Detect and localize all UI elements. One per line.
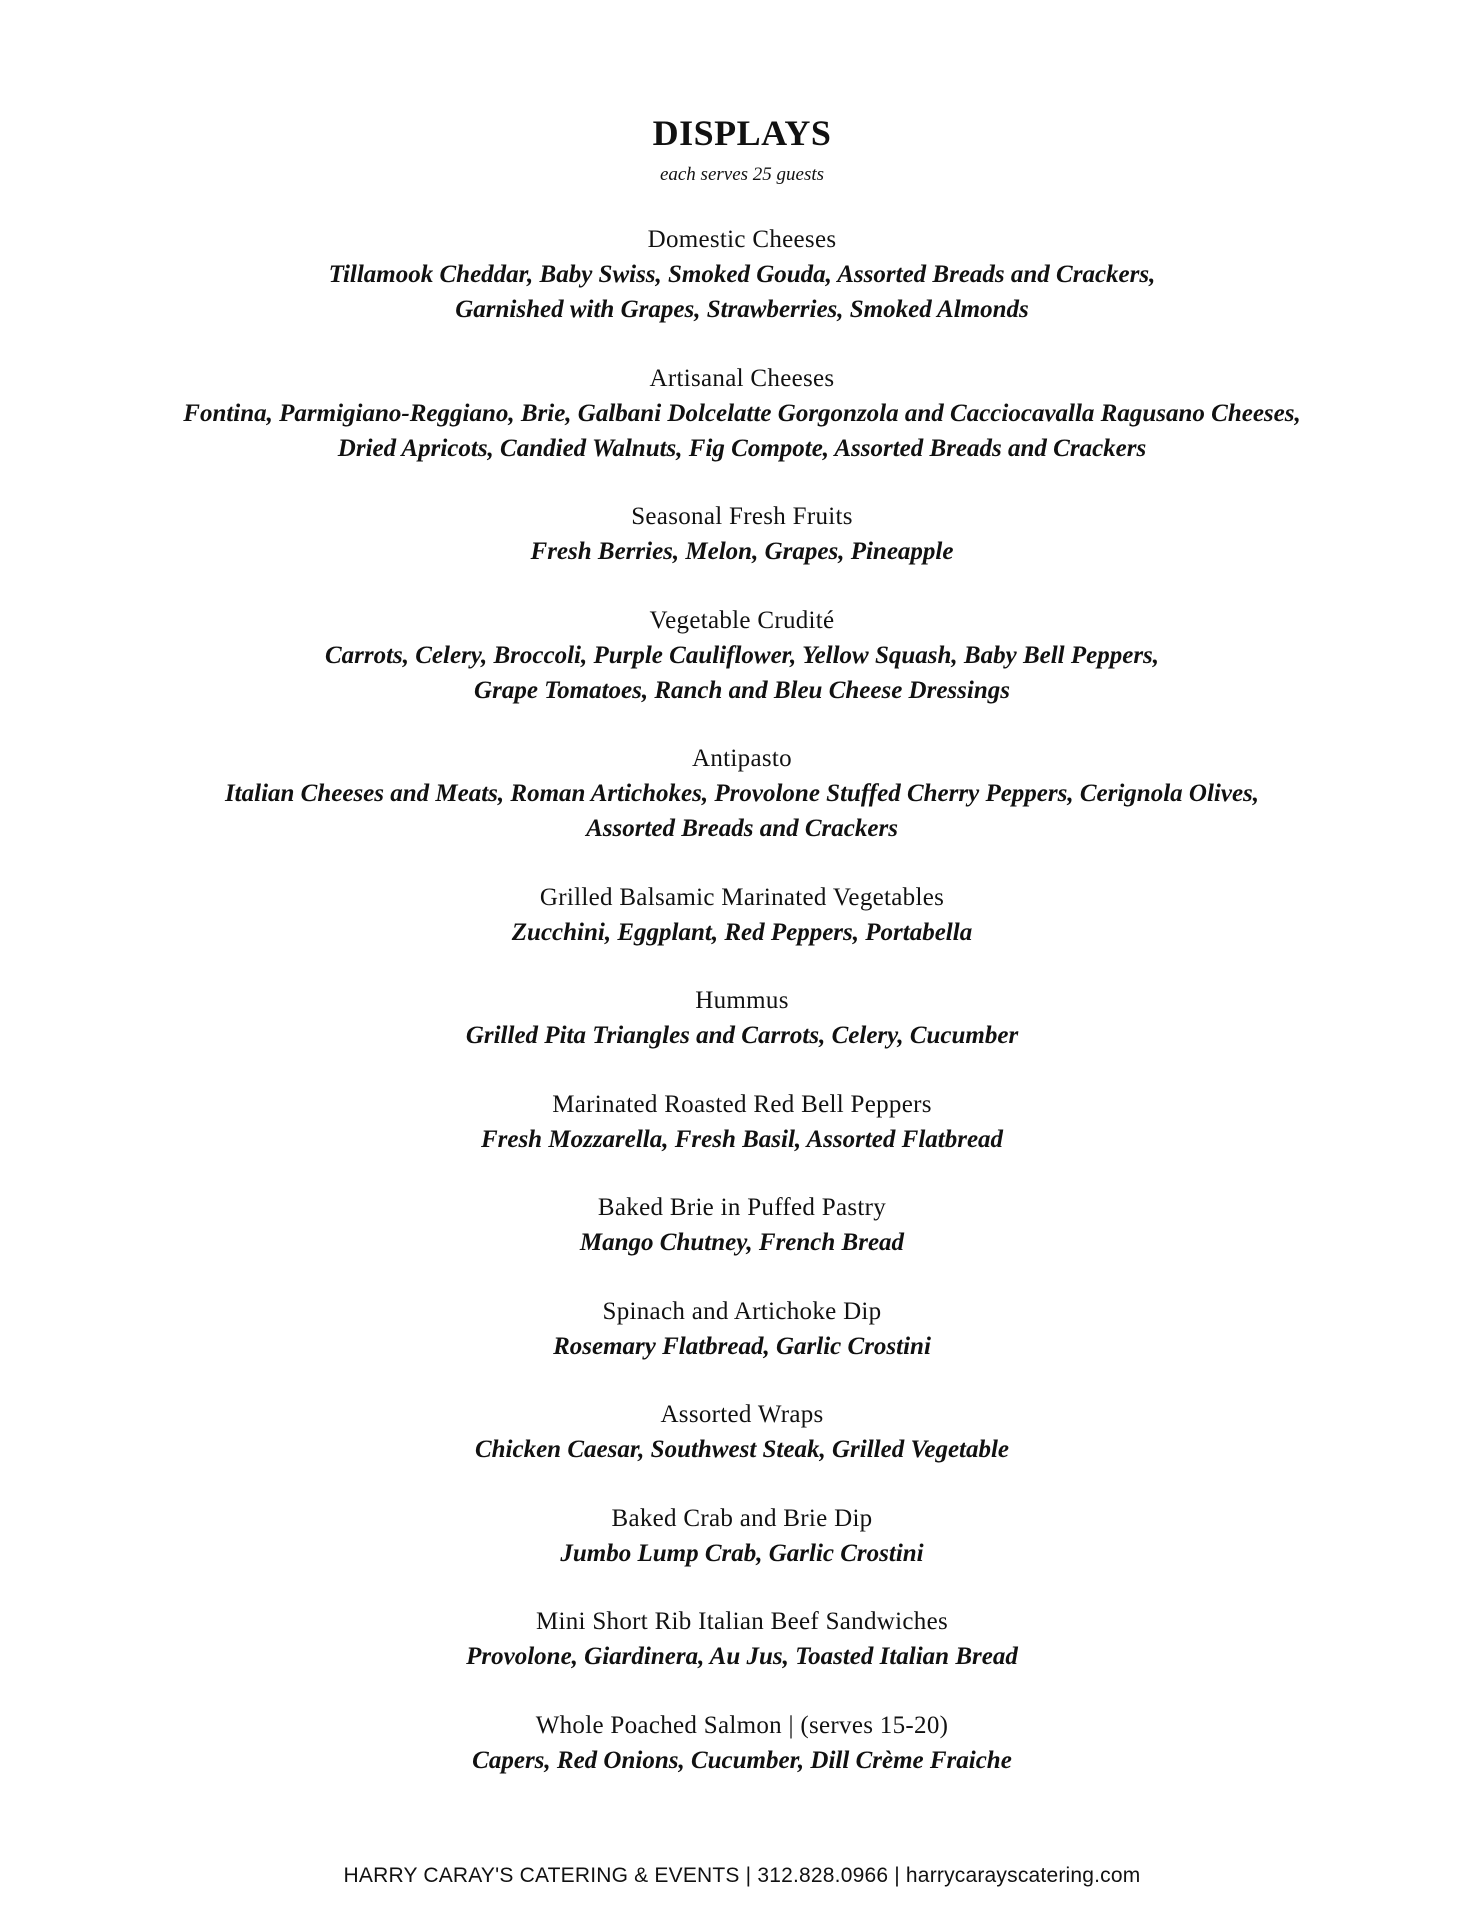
menu-item	[0, 222, 1484, 327]
menu-item-list	[0, 222, 1484, 1811]
menu-item	[0, 1190, 1484, 1260]
footer-contact: HARRY CARAY'S CATERING & EVENTS | 312.828.0966 | harrycarayscatering.com	[343, 1864, 1141, 1887]
menu-item-description-line: Fontina, Parmigiano-Reggiano, Brie, Galbani Dolcelatte Gorgonzola and Cacciocavalla Ragusano Cheeses,	[183, 399, 1301, 427]
menu-item-name: Grilled Balsamic Marinated Vegetables	[539, 883, 945, 911]
menu-item-name: Assorted Wraps	[660, 1401, 824, 1428]
menu-item-description-line: Grilled Pita Triangles and Carrots, Celery, Cucumber	[465, 1022, 1019, 1049]
menu-item-description-line: Jumbo Lump Crab, Garlic Crostini	[560, 1539, 924, 1567]
menu-item-name: Whole Poached Salmon | (serves 15-20)	[535, 1711, 949, 1739]
menu-item	[0, 1604, 1484, 1674]
menu-item	[0, 983, 1484, 1053]
menu-item-description-line: Garnished with Grapes, Strawberries, Smoked Almonds	[455, 296, 1029, 323]
menu-item	[0, 499, 1484, 569]
menu-item-description	[0, 1536, 1484, 1571]
menu-item-name: Baked Brie in Puffed Pastry	[597, 1194, 887, 1221]
menu-item-description	[0, 1225, 1484, 1260]
menu-item	[0, 1708, 1484, 1778]
menu-item-description-line: Fresh Mozzarella, Fresh Basil, Assorted Flatbread	[480, 1125, 1004, 1153]
menu-item-description-line: Assorted Breads and Crackers	[586, 815, 898, 842]
menu-item	[0, 603, 1484, 708]
menu-item-description-line: Tillamook Cheddar, Baby Swiss, Smoked Gouda, Assorted Breads and Crackers,	[328, 261, 1156, 288]
menu-item	[0, 880, 1484, 950]
menu-item-description	[0, 1018, 1484, 1053]
menu-item-name: Spinach and Artichoke Dip	[602, 1297, 882, 1325]
menu-item-name: Domestic Cheeses	[647, 226, 837, 253]
menu-item-name: Baked Crab and Brie Dip	[611, 1504, 873, 1532]
menu-item-description	[0, 638, 1484, 708]
menu-item-description-line: Fresh Berries, Melon, Grapes, Pineapple	[530, 538, 954, 565]
menu-item-description	[0, 396, 1484, 466]
menu-item	[0, 1397, 1484, 1467]
menu-item-description	[0, 257, 1484, 327]
menu-item-description-line: Chicken Caesar, Southwest Steak, Grilled Vegetable	[474, 1436, 1010, 1463]
menu-item-name: Marinated Roasted Red Bell Peppers	[552, 1090, 932, 1118]
menu-item-description-line: Italian Cheeses and Meats, Roman Artichokes, Provolone Stuffed Cherry Peppers, Cerignola Olives,	[224, 780, 1260, 807]
menu-item	[0, 361, 1484, 466]
menu-item-description	[0, 776, 1484, 846]
menu-item-description-line: Capers, Red Onions, Cucumber, Dill Crème Fraiche	[472, 1746, 1012, 1774]
menu-item-description-line: Mango Chutney, French Bread	[579, 1229, 905, 1256]
menu-item	[0, 1294, 1484, 1364]
menu-item-name: Hummus	[695, 987, 789, 1014]
menu-item-description	[0, 534, 1484, 569]
menu-item-description	[0, 1639, 1484, 1674]
menu-item-description-line: Grape Tomatoes, Ranch and Bleu Cheese Dressings	[474, 676, 1010, 704]
menu-item-description-line: Rosemary Flatbread, Garlic Crostini	[553, 1332, 931, 1360]
menu-item-description-line: Zucchini, Eggplant, Red Peppers, Portabella	[511, 918, 973, 946]
menu-item-name: Artisanal Cheeses	[649, 364, 835, 392]
menu-item-description	[0, 1432, 1484, 1467]
menu-item	[0, 1087, 1484, 1157]
menu-item-description	[0, 915, 1484, 950]
menu-item-name: Seasonal Fresh Fruits	[631, 503, 853, 530]
menu-item	[0, 1501, 1484, 1571]
page-subtitle: each serves 25 guests	[659, 164, 825, 185]
menu-item	[0, 741, 1484, 846]
menu-item-description	[0, 1743, 1484, 1778]
menu-item-name: Vegetable Crudité	[649, 606, 835, 634]
menu-item-description	[0, 1122, 1484, 1157]
menu-item-description-line: Carrots, Celery, Broccoli, Purple Cauliflower, Yellow Squash, Baby Bell Peppers,	[324, 641, 1160, 669]
menu-item-description-line: Provolone, Giardinera, Au Jus, Toasted Italian Bread	[466, 1643, 1018, 1670]
page-title: DISPLAYS	[652, 113, 832, 153]
menu-item-name: Mini Short Rib Italian Beef Sandwiches	[535, 1608, 949, 1635]
menu-item-name: Antipasto	[692, 745, 792, 772]
menu-item-description-line: Dried Apricots, Candied Walnuts, Fig Compote, Assorted Breads and Crackers	[337, 434, 1147, 462]
menu-item-description	[0, 1329, 1484, 1364]
